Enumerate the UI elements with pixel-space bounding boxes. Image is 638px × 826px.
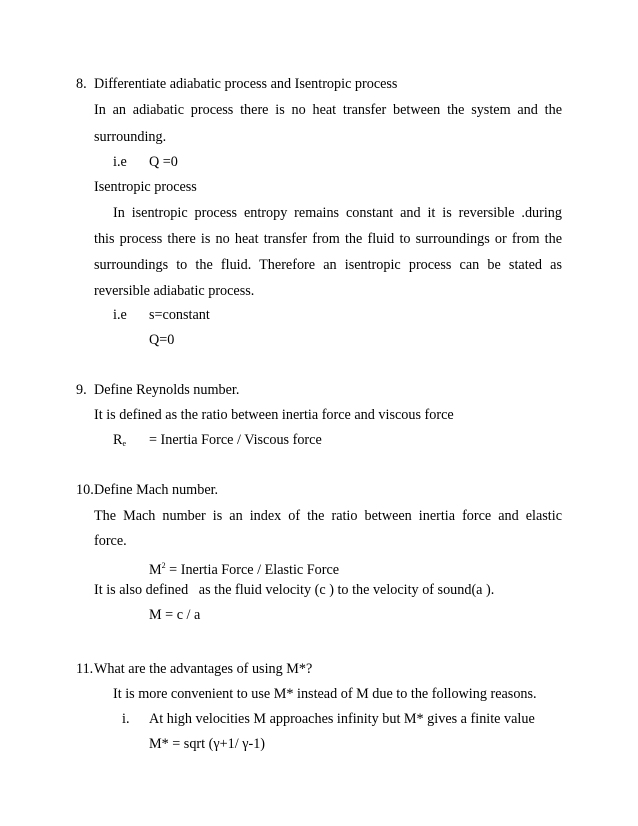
q10-also-defined: It is also defined as the fluid velocity (c ) to the velocity of sound(a ). [94,582,495,598]
q8-adiabatic-line1: In an adiabatic process there is no heat transfer between the system and the [94,102,562,118]
q10-title: Define Mach number. [94,482,219,498]
q9-symbol-sub: e [122,439,127,448]
q9-formula: = Inertia Force / Viscous force [149,432,322,448]
q8-isentropic-line2: this process there is no heat transfer from the fluid to surroundings or from the [94,231,562,247]
q10-formula1-rest: = Inertia Force / Elastic Force [165,562,340,578]
q11-item-text: At high velocities M approaches infinity but M* gives a finite value [149,711,535,727]
q10-formula1 [149,557,339,579]
q8-title: Differentiate adiabatic process and Isentropic process [94,76,398,92]
q8-isentropic-line1: In isentropic process entropy remains constant and it is reversible .during [113,205,562,221]
q9-definition: It is defined as the ratio between inertia force and viscous force [94,407,454,423]
q8-ie-label: i.e [113,154,127,170]
q9-symbol-base: R [113,432,123,448]
q9-number: 9. [76,382,87,398]
q9-title: Define Reynolds number. [94,382,240,398]
q8-number: 8. [76,76,87,92]
q11-intro: It is more convenient to use M* instead of M due to the following reasons. [113,686,537,702]
q10-formula1-base: M [149,562,162,578]
q10-formula1-sup: 2 [161,561,166,570]
q8-ie2-value2: Q=0 [149,332,175,348]
q8-isentropic-heading: Isentropic process [94,179,197,195]
q8-adiabatic-line2: surrounding. [94,129,167,145]
q11-item-formula: M* = sqrt (γ+1/ γ-1) [149,736,266,752]
q10-line2: force. [94,533,127,549]
q8-isentropic-line3: surroundings to the fluid. Therefore an isentropic process can be stated as [94,257,562,273]
q8-ie2-value1: s=constant [149,307,210,323]
q8-ie2-label: i.e [113,307,127,323]
q8-ie-value: Q =0 [149,154,178,170]
q11-item-marker: i. [122,711,130,727]
q8-isentropic-line4: reversible adiabatic process. [94,283,255,299]
q10-number: 10. [76,482,94,498]
q10-formula2: M = c / a [149,607,201,623]
q10-line1: The Mach number is an index of the ratio between inertia force and elastic [94,508,562,524]
q11-number: 11. [76,661,94,677]
q11-title: What are the advantages of using M*? [94,661,313,677]
q9-symbol [113,431,126,453]
